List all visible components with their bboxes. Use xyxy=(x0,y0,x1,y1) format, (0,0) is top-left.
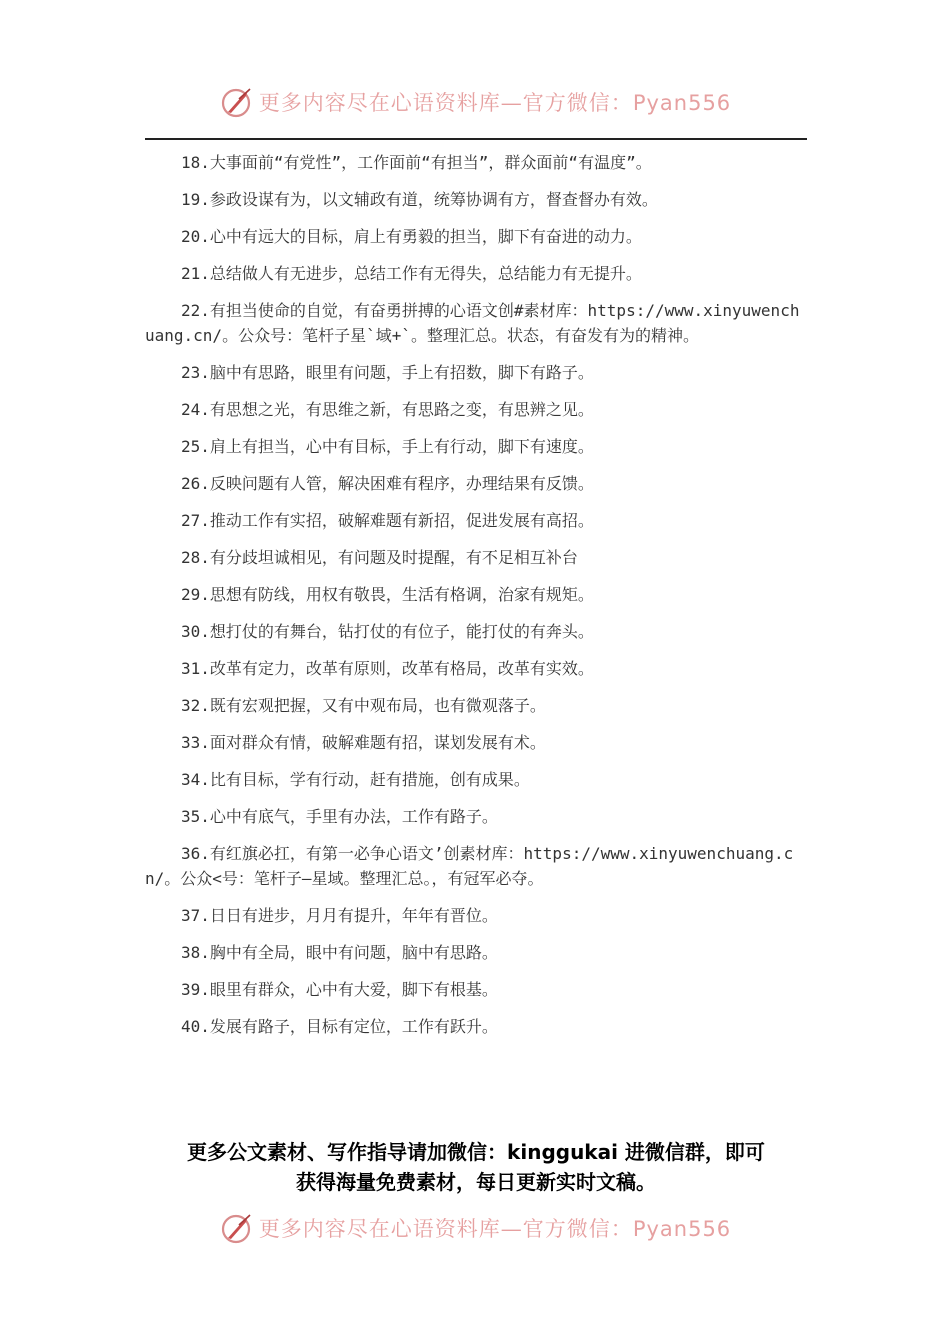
list-item: 28.有分歧坦诚相见，有问题及时提醒，有不足相互补台 xyxy=(181,548,578,567)
footer-brand-text: 更多内容尽在心语资料库—官方微信： xyxy=(258,1217,633,1241)
list-item: 33.面对群众有情，破解难题有招，谋划发展有术。 xyxy=(181,733,546,752)
header-divider xyxy=(145,138,807,140)
list-item: 19.参政设谋有为，以文辅政有道，统筹协调有方，督查督办有效。 xyxy=(181,190,658,209)
header-wechat-id: Pyan556 xyxy=(632,91,732,115)
list-item: 36.有红旗必扛，有第一必争心语文’创素材库：https://www.xinyuwenchuang.cn/。公众<号：笔杆子—星域。整理汇总。，有冠军必夺。 xyxy=(145,844,794,888)
list-item: 32.既有宏观把握，又有中观布局，也有微观落子。 xyxy=(181,696,546,715)
list-item: 37.日日有进步，月月有提升，年年有晋位。 xyxy=(181,906,498,925)
list-item: 30.想打仗的有舞台，钻打仗的有位子，能打仗的有奔头。 xyxy=(181,622,594,641)
list-item: 35.心中有底气，手里有办法，工作有路子。 xyxy=(181,807,498,826)
list-item: 40.发展有路子，目标有定位，工作有跃升。 xyxy=(181,1017,498,1036)
header-brand-text: 更多内容尽在心语资料库—官方微信： xyxy=(258,91,633,115)
list-item: 27.推动工作有实招，破解难题有新招，促进发展有高招。 xyxy=(181,511,594,530)
list-item: 23.脑中有思路，眼里有问题，手上有招数，脚下有路子。 xyxy=(181,363,594,382)
promo-notice xyxy=(145,1137,807,1197)
list-item: 25.肩上有担当，心中有目标，手上有行动，脚下有速度。 xyxy=(181,437,594,456)
header-banner xyxy=(0,80,950,124)
list-item: 24.有思想之光，有思维之新，有思路之变，有思辨之见。 xyxy=(181,400,594,419)
document-body xyxy=(145,150,807,1051)
list-item: 31.改革有定力，改革有原则，改革有格局，改革有实效。 xyxy=(181,659,594,678)
promo-line-2: 获得海量免费素材，每日更新实时文稿。 xyxy=(296,1170,656,1194)
list-item: 34.比有目标，学有行动，赶有措施，创有成果。 xyxy=(181,770,530,789)
list-item: 38.胸中有全局，眼中有问题，脑中有思路。 xyxy=(181,943,498,962)
list-item: 26.反映问题有人管，解决困难有程序，办理结果有反馈。 xyxy=(181,474,594,493)
pen-nib-circle-icon xyxy=(219,1211,253,1245)
footer-wechat-id: Pyan556 xyxy=(632,1217,732,1241)
pen-nib-circle-icon xyxy=(219,85,253,119)
list-item: 22.有担当使命的自觉，有奋勇拼搏的心语文创#素材库：https://www.xinyuwenchuang.cn/。公众号：笔杆子星`域+`。整理汇总。状态，有奋发有为的精神。 xyxy=(145,301,800,345)
list-item: 39.眼里有群众，心中有大爱，脚下有根基。 xyxy=(181,980,498,999)
list-item: 29.思想有防线，用权有敬畏，生活有格调，治家有规矩。 xyxy=(181,585,594,604)
list-item: 20.心中有远大的目标，肩上有勇毅的担当，脚下有奋进的动力。 xyxy=(181,227,642,246)
list-item: 18.大事面前“有党性”，工作面前“有担当”，群众面前“有温度”。 xyxy=(181,153,652,172)
promo-line-1: 更多公文素材、写作指导请加微信：kinggukai 进微信群，即可 xyxy=(187,1140,765,1164)
list-item: 21.总结做人有无进步，总结工作有无得失，总结能力有无提升。 xyxy=(181,264,642,283)
footer-banner xyxy=(0,1206,950,1250)
